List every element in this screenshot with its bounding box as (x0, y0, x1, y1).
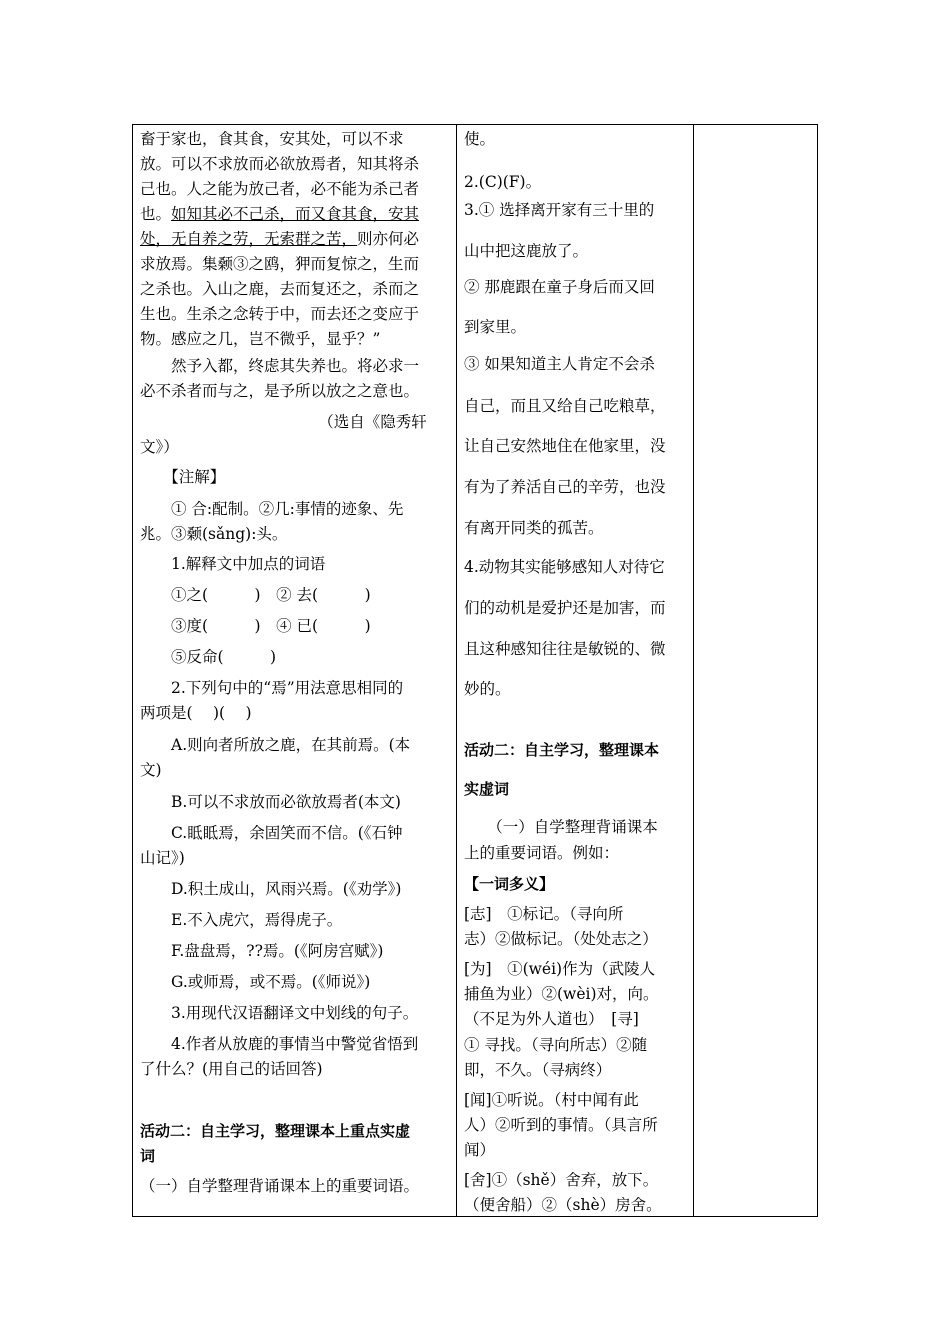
text-line: 妙的。 (464, 680, 511, 698)
text-line: 文) (140, 761, 162, 779)
text-line: 3.用现代汉语翻译文中划线的句子。 (140, 1004, 419, 1022)
text-column (140, 125, 452, 1216)
text-line: 使。 (464, 130, 496, 148)
text-line: E.不入虎穴，焉得虎子。 (140, 911, 343, 929)
text-line: 【一词多义】 (464, 875, 555, 893)
text-line: ① 寻找。（寻向所志）②随 (464, 1036, 648, 1054)
text-line: 山记》) (140, 849, 185, 867)
text-line: 求放焉。集颡③之鸥，狎而复惊之，生而 (140, 255, 420, 273)
notes-column (695, 125, 817, 1216)
answer-column (464, 125, 692, 1216)
text-line: 山中把这鹿放了。 (464, 242, 589, 260)
text-line: 有离开同类的孤苦。 (464, 519, 604, 537)
text-line: 处，无自养之劳，无索群之苦，则亦何必 (140, 230, 420, 248)
text-line: 捕鱼为业）②(wèi)对，向。 (464, 985, 659, 1003)
text-line: [志] ①标记。（寻向所 (464, 905, 624, 923)
text-line: 们的动机是爱护还是加害，而 (464, 599, 666, 617)
text-line: （不足为外人道也） [寻] (464, 1010, 639, 1028)
text-line: 活动二：自主学习，整理课本上重点实虚 (140, 1122, 411, 1140)
text-line: 志）②做标记。（处处志之） (464, 930, 658, 948)
text-line: 然予入都，终虑其失养也。将必求一 (140, 357, 420, 375)
text-line: 实虚词 (464, 780, 510, 798)
text-line: 了什么？(用自己的话回答) (140, 1060, 323, 1078)
text-line: 自己，而且又给自己吃粮草， (464, 397, 666, 415)
text-line: 兆。③颡(sǎng):头。 (140, 525, 288, 543)
text-line: ③ 如果知道主人肯定不会杀 (464, 355, 655, 373)
text-line: 即，不久。（寻病终） (464, 1061, 612, 1079)
text-line: 己也。人之能为放己者，必不能为杀己者 (140, 180, 420, 198)
text-line: 【注解】 (140, 468, 226, 486)
text-line: 且这种感知往往是敏锐的、微 (464, 640, 666, 658)
text-line: [舍]①（shě）舍弃，放下。 (464, 1171, 659, 1189)
text-line: 活动二：自主学习，整理课本 (464, 741, 660, 759)
column-divider (693, 125, 694, 1216)
text-line: 4.作者从放鹿的事情当中警觉省悟到 (140, 1035, 419, 1053)
text-line: B.可以不求放而必欲放焉者(本文) (140, 793, 401, 811)
text-line: D.积土成山，风雨兴焉。(《劝学》) (140, 880, 402, 898)
text-line: 两项是( )( ) (140, 704, 252, 722)
text-line: A.则向者所放之鹿，在其前焉。(本 (140, 736, 411, 754)
text-line: 4.动物其实能够感知人对待它 (464, 558, 665, 576)
text-line: 2.下列句中的“焉”用法意思相同的 (140, 679, 404, 697)
text-line: 词 (140, 1147, 156, 1165)
text-line: 3.① 选择离开家有三十里的 (464, 201, 655, 219)
text-line: 到家里。 (464, 318, 527, 336)
text-line: 之杀也。入山之鹿，去而复还之，杀而之 (140, 280, 420, 298)
text-line: 让自己安然地住在他家里，没 (464, 437, 666, 455)
text-line: ② 那鹿跟在童子身后而又回 (464, 278, 655, 296)
text-line: 上的重要词语。例如： (464, 844, 620, 862)
underlined-sentence: 如知其必不己杀，而又食其食，安其 (171, 205, 420, 223)
text-line: 畜于家也，食其食，安其处，可以不求 (140, 130, 404, 148)
text-line: 2.(C)(F)。 (464, 173, 542, 191)
text-line: 人）②听到的事情。（具言所 (464, 1116, 658, 1134)
text-line: 有为了养活自己的辛劳，也没 (464, 478, 666, 496)
text-line: （一）自学整理背诵课本 (464, 818, 658, 836)
text-line: [闻]①听说。（村中闻有此 (464, 1091, 639, 1109)
text-line: （便舍船）②（shè）房舍。 (464, 1196, 662, 1214)
text-line: 也。如知其必不己杀，而又食其食，安其 (140, 205, 420, 223)
text-line: （一）自学整理背诵课本上的重要词语。 (140, 1177, 420, 1195)
text-line: 文》） (140, 438, 179, 456)
text-line: G.或师焉，或不焉。(《师说》) (140, 973, 371, 991)
text-line: F.盘盘焉，??焉。(《阿房宫赋》) (140, 942, 384, 960)
text-line: 物。感应之几，岂不微乎，显乎？” (140, 330, 381, 348)
underlined-sentence: 处，无自养之劳，无索群之苦， (140, 230, 358, 248)
text-line: 1.解释文中加点的词语 (140, 555, 326, 573)
text-line: （选自《隐秀轩 (140, 413, 427, 431)
column-divider (456, 125, 457, 1216)
text-line: 闻） (464, 1141, 496, 1159)
text-line: ①之( ) ② 去( ) (140, 586, 371, 604)
lesson-table (132, 124, 818, 1217)
text-line: ③度( ) ④ 已( ) (140, 617, 371, 635)
text-line: 生也。生杀之念转于中，而去还之变应于 (140, 305, 420, 323)
text-line: [为] ①(wéi)作为（武陵人 (464, 960, 656, 978)
text-line: 必不杀者而与之，是予所以放之之意也。 (140, 382, 420, 400)
text-line: 放。可以不求放而必欲放焉者，知其将杀 (140, 155, 420, 173)
text-line: ① 合:配制。②几:事情的迹象、先 (140, 500, 404, 518)
text-line: C.眡眡焉，余固笑而不信。(《石钟 (140, 824, 403, 842)
text-line: ⑤反命( ) (140, 648, 277, 666)
